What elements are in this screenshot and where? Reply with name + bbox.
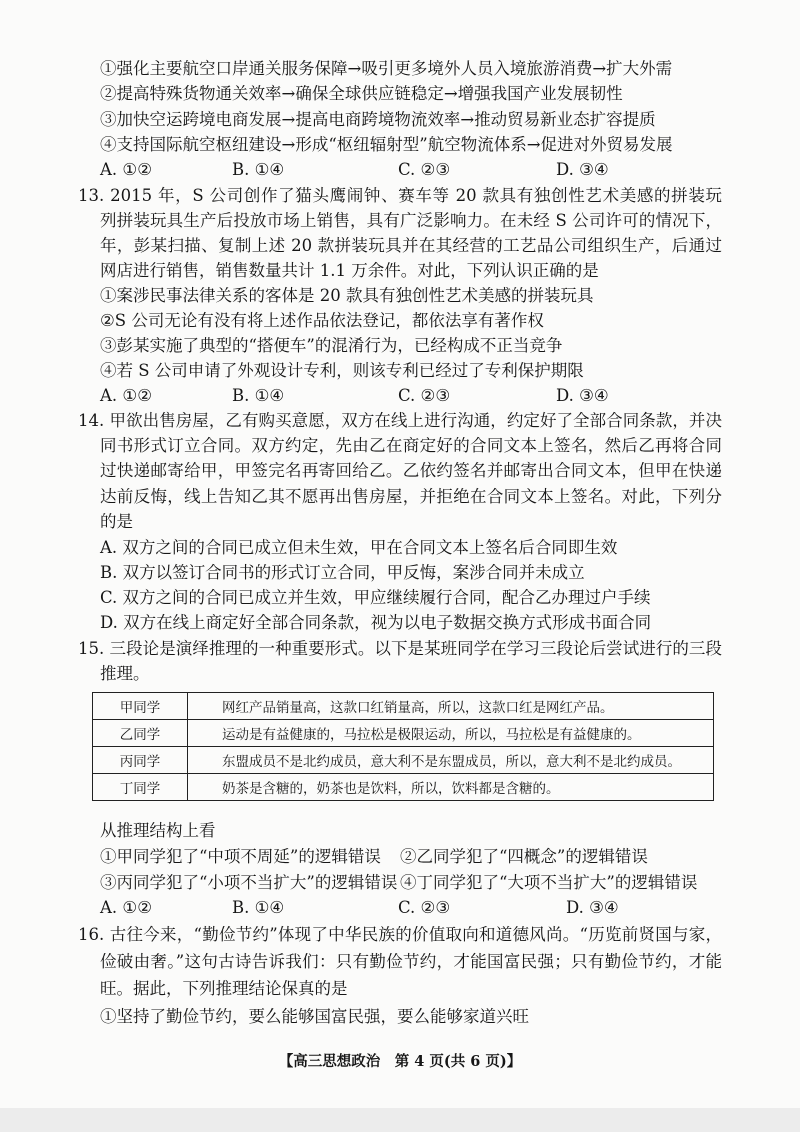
- q14-option-a: A. 双方之间的合同已成立但未生效，甲在合同文本上签名后合同即生效: [100, 538, 618, 557]
- table-row: [93, 720, 714, 747]
- q14-option-d: D. 双方在线上商定好全部合同条款，视为以电子数据交换方式形成书面合同: [100, 613, 652, 632]
- q13-item-3: ③彭某实施了典型的“搭便车”的混淆行为，已经构成不正当竞争: [100, 336, 563, 355]
- student-name: 丙同学: [93, 747, 188, 774]
- q15-item-3: ③丙同学犯了“小项不当扩大”的逻辑错误: [100, 873, 398, 892]
- q15-item-2: ②乙同学犯了“四概念”的逻辑错误: [400, 847, 648, 866]
- q13-item-1: ①案涉民事法律关系的客体是 20 款具有独创性艺术美感的拼装玩具: [100, 286, 594, 305]
- q14-stem-line-1: 14. 甲欲出售房屋，乙有购买意愿，双方在线上进行沟通，约定好了全部合同条款，并决: [78, 411, 722, 430]
- q13-stem-line-3: 年，彭某扫描、复制上述 20 款拼装玩具并在其经营的工艺品公司组织生产，后通过: [100, 236, 722, 255]
- table-row: [93, 774, 714, 801]
- q15-lead: 从推理结构上看: [100, 821, 216, 840]
- q16-stem-line-2: 俭破由奢。”这句古诗告诉我们：只有勤俭节约，才能国富民强；只有勤俭节约，才能: [100, 952, 722, 971]
- q13-option-c: C. ②③: [398, 386, 451, 405]
- q12-item-3: ③加快空运跨境电商发展→提高电商跨境物流效率→推动贸易新业态扩容提质: [100, 110, 656, 129]
- q14-option-c: C. 双方之间的合同已成立并生效，甲应继续履行合同，配合乙办理过户手续: [100, 588, 651, 607]
- student-name: 乙同学: [93, 720, 188, 747]
- q13-item-2: ②S 公司无论有没有将上述作品依法登记，都依法享有著作权: [100, 311, 544, 330]
- q15-option-b: B. ①④: [232, 898, 285, 917]
- q13-stem-line-1: 13. 2015 年，S 公司创作了猫头鹰闹钟、赛车等 20 款具有独创性艺术美感的拼装玩: [78, 186, 722, 205]
- q14-option-b: B. 双方以签订合同书的形式订立合同，甲反悔，案涉合同并未成立: [100, 563, 585, 582]
- reasoning-text: 东盟成员不是北约成员，意大利不是东盟成员，所以，意大利不是北约成员。: [188, 747, 714, 774]
- student-name: 甲同学: [93, 693, 188, 720]
- table-row: [93, 747, 714, 774]
- table-row: [93, 693, 714, 720]
- q14-stem-line-3: 过快递邮寄给甲，甲签完名再寄回给乙。乙依约签名并邮寄出合同文本，但甲在快递: [100, 461, 722, 480]
- q13-stem-line-2: 列拼装玩具生产后投放市场上销售，具有广泛影响力。在未经 S 公司许可的情况下，: [100, 211, 722, 230]
- reasoning-text: 运动是有益健康的，马拉松是极限运动，所以，马拉松是有益健康的。: [188, 720, 714, 747]
- q15-option-d: D. ③④: [566, 898, 619, 917]
- q14-stem-line-4: 达前反悔，线上告知乙其不愿再出售房屋，并拒绝在合同文本上签名。对此，下列分: [100, 487, 722, 506]
- reasoning-text: 奶茶是含糖的，奶茶也是饮料，所以，饮料都是含糖的。: [188, 774, 714, 801]
- q12-option-a: A. ①②: [100, 160, 152, 179]
- q15-stem-line-2: 推理。: [100, 664, 150, 683]
- q13-option-a: A. ①②: [100, 386, 152, 405]
- q16-item-1: ①坚持了勤俭节约，要么能够国富民强，要么能够家道兴旺: [100, 1007, 529, 1026]
- scan-margin: [0, 1108, 800, 1132]
- q13-item-4: ④若 S 公司申请了外观设计专利，则该专利已经过了专利保护期限: [100, 361, 584, 380]
- student-name: 丁同学: [93, 774, 188, 801]
- q15-option-c: C. ②③: [398, 898, 451, 917]
- q13-stem-line-4: 网店进行销售，销售数量共计 1.1 万余件。对此，下列认识正确的是: [100, 261, 599, 280]
- q13-option-b: B. ①④: [232, 386, 285, 405]
- q12-item-1: ①强化主要航空口岸通关服务保障→吸引更多境外人员入境旅游消费→扩大外需: [100, 59, 673, 78]
- syllogism-table: [92, 692, 714, 801]
- q12-option-d: D. ③④: [556, 160, 609, 179]
- q12-item-2: ②提高特殊货物通关效率→确保全球供应链稳定→增强我国产业发展韧性: [100, 84, 623, 103]
- q16-stem-line-1: 16. 古往今来，“勤俭节约”体现了中华民族的价值取向和道德风尚。“历览前贤国与家，: [78, 925, 722, 944]
- q15-item-4: ④丁同学犯了“大项不当扩大”的逻辑错误: [400, 873, 698, 892]
- q14-stem-line-5: 的是: [100, 512, 133, 531]
- q15-item-1: ①甲同学犯了“中项不周延”的逻辑错误: [100, 847, 381, 866]
- q13-option-d: D. ③④: [556, 386, 609, 405]
- q12-option-b: B. ①④: [232, 160, 285, 179]
- page-footer: 【高三思想政治 第 4 页(共 6 页)】: [278, 1053, 522, 1070]
- q12-item-4: ④支持国际航空枢纽建设→形成“枢纽辐射型”航空物流体系→促进对外贸易发展: [100, 135, 673, 154]
- q14-stem-line-2: 同书形式订立合同。双方约定，先由乙在商定好的合同文本上签名，然后乙再将合同: [100, 436, 722, 455]
- q16-stem-line-3: 旺。据此，下列推理结论保真的是: [100, 979, 348, 998]
- q12-option-c: C. ②③: [398, 160, 451, 179]
- q15-stem-line-1: 15. 三段论是演绎推理的一种重要形式。以下是某班同学在学习三段论后尝试进行的三段: [78, 639, 722, 658]
- q15-option-a: A. ①②: [100, 898, 152, 917]
- reasoning-text: 网红产品销量高，这款口红销量高，所以，这款口红是网红产品。: [188, 693, 714, 720]
